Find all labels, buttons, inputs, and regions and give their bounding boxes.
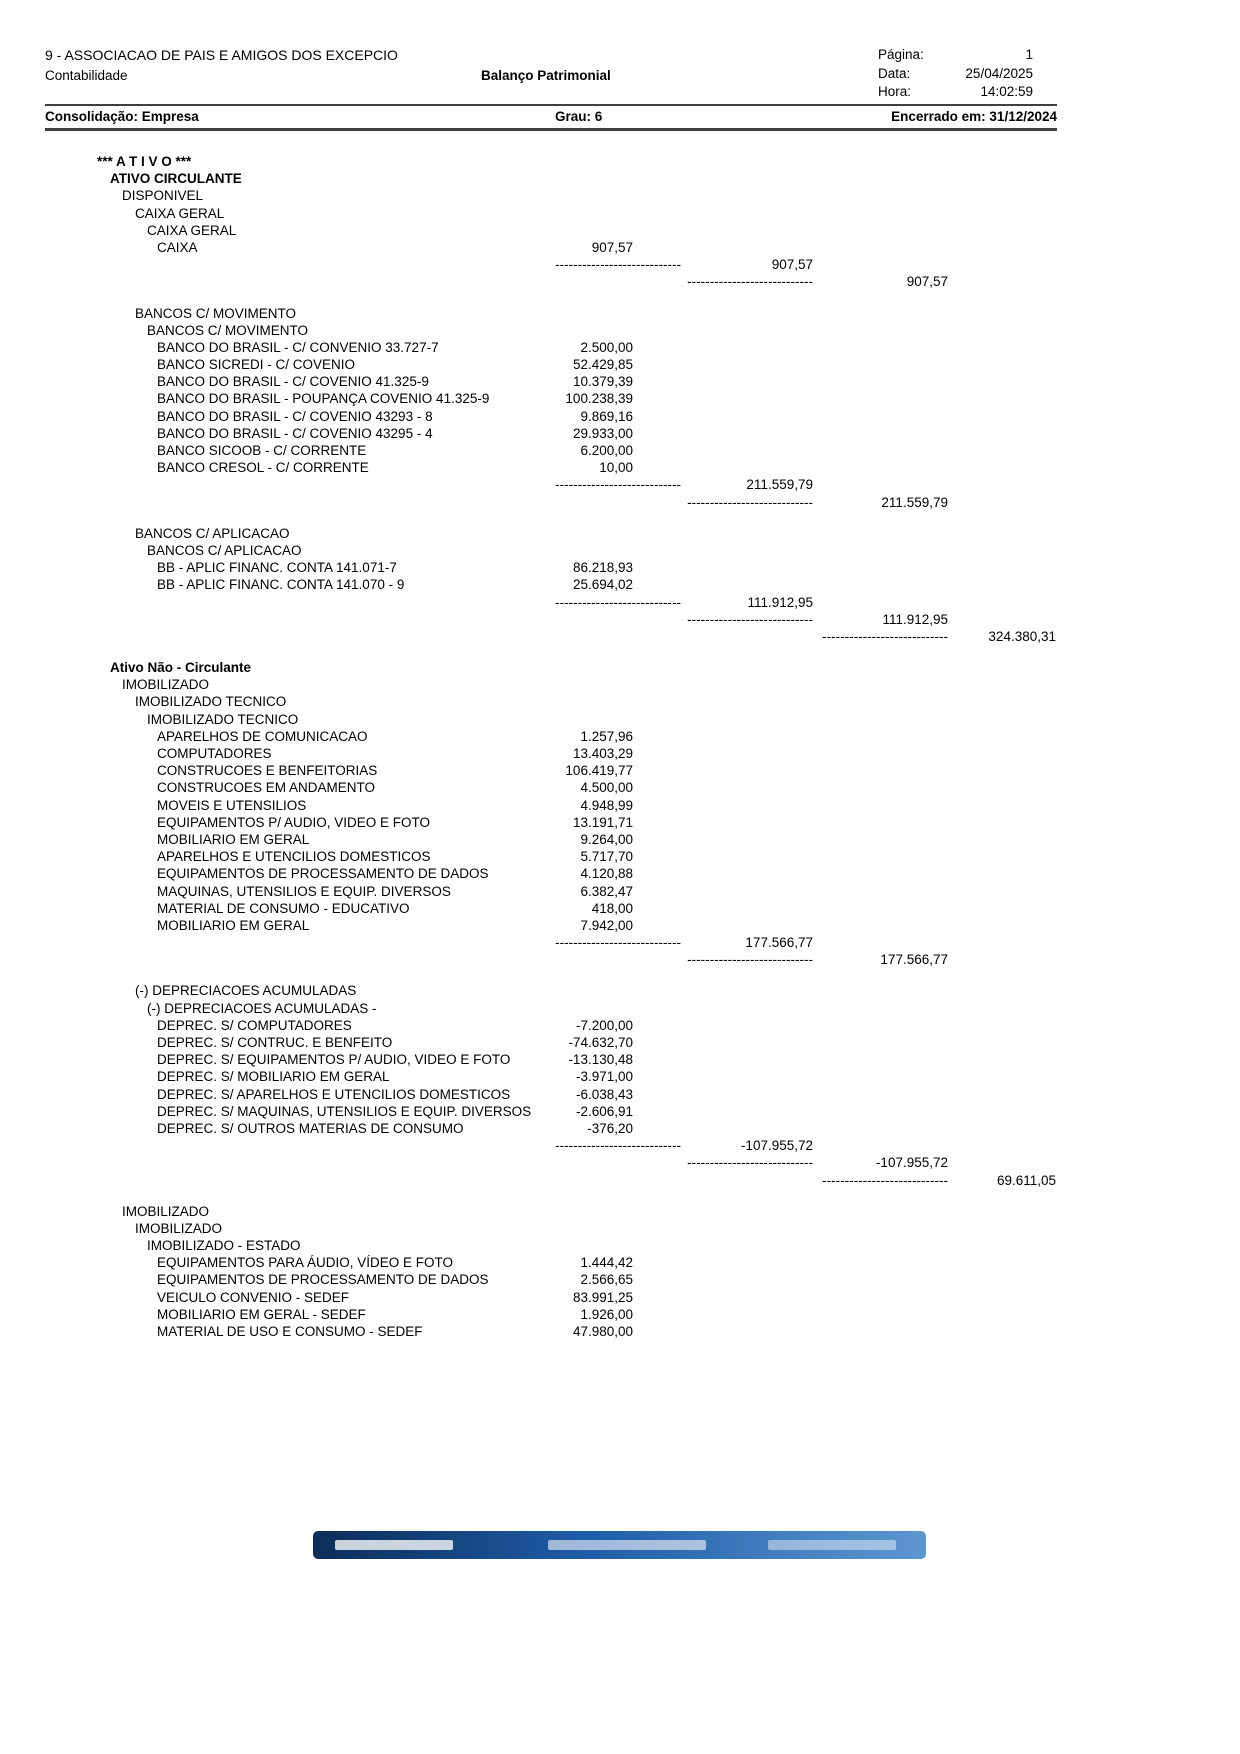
report-row <box>0 814 1240 831</box>
report-row <box>0 1137 1240 1154</box>
separator-dashes: ---------------------------- <box>687 611 813 627</box>
report-row <box>0 187 1240 204</box>
report-row <box>0 390 1240 407</box>
account-label: CAIXA GERAL <box>147 222 237 238</box>
report-body <box>0 153 1240 1340</box>
account-label: IMOBILIZADO <box>135 1220 223 1236</box>
amount-col1: 6.200,00 <box>580 443 633 458</box>
report-row <box>0 693 1240 710</box>
account-label: MOBILIARIO EM GERAL - SEDEF <box>157 1306 366 1322</box>
account-label: DEPREC. S/ MOBILIARIO EM GERAL <box>157 1069 390 1085</box>
consolidation-label: Consolidação: Empresa <box>45 109 199 124</box>
account-label: IMOBILIZADO TECNICO <box>147 711 299 727</box>
amount-col1: 418,00 <box>591 900 633 916</box>
report-row <box>0 1017 1240 1034</box>
account-label: BANCO DO BRASIL - POUPANÇA COVENIO 41.325-9 <box>157 391 490 407</box>
amount-col1: -6.038,43 <box>575 1086 633 1102</box>
amount-col3: 177.566,77 <box>880 952 948 968</box>
report-row <box>0 559 1240 576</box>
account-label: DEPREC. S/ OUTROS MATERIAS DE CONSUMO <box>157 1120 464 1136</box>
report-row <box>0 676 1240 693</box>
time-value: 14:02:59 <box>980 84 1033 99</box>
page-label: Página: <box>878 47 924 62</box>
amount-col1: 2.566,65 <box>580 1272 633 1288</box>
amount-col2: 907,57 <box>771 257 813 273</box>
banner-text-segment <box>768 1540 896 1550</box>
report-row <box>0 611 1240 628</box>
report-row <box>0 1271 1240 1288</box>
account-label: BANCO SICOOB - C/ CORRENTE <box>157 443 367 458</box>
account-label: BANCO SICREDI - C/ COVENIO <box>157 357 356 373</box>
amount-col2: 111.912,95 <box>747 594 813 610</box>
separator-dashes: ---------------------------- <box>555 477 681 493</box>
report-row <box>0 322 1240 339</box>
separator-dashes: ---------------------------- <box>555 257 681 273</box>
amount-col1: 10,00 <box>599 460 633 476</box>
report-row <box>0 831 1240 848</box>
account-label: ATIVO CIRCULANTE <box>110 171 242 187</box>
separator-dashes: ---------------------------- <box>822 1172 948 1188</box>
report-row <box>0 728 1240 745</box>
account-label: BANCO DO BRASIL - C/ COVENIO 41.325-9 <box>157 374 429 390</box>
report-row <box>0 951 1240 968</box>
account-label: BANCOS C/ MOVIMENTO <box>147 322 309 338</box>
report-row <box>0 711 1240 728</box>
amount-col1: 9.869,16 <box>580 408 633 424</box>
time-label: Hora: <box>878 84 912 99</box>
report-row <box>0 1154 1240 1171</box>
account-label: VEICULO CONVENIO - SEDEF <box>157 1289 350 1305</box>
amount-col3: -107.955,72 <box>875 1155 948 1171</box>
account-label: DEPREC. S/ APARELHOS E UTENCILIOS DOMESTICOS <box>157 1086 511 1102</box>
company-name: 9 - ASSOCIACAO DE PAIS E AMIGOS DOS EXCEPCIO <box>45 47 398 63</box>
amount-col1: 907,57 <box>591 239 633 255</box>
account-label: EQUIPAMENTOS DE PROCESSAMENTO DE DADOS <box>157 1272 489 1288</box>
amount-col2: 211.559,79 <box>746 477 813 493</box>
report-row <box>0 494 1240 511</box>
banner-text-segment <box>335 1540 453 1550</box>
separator-dashes: ---------------------------- <box>687 952 813 968</box>
amount-col1: 1.444,42 <box>580 1255 633 1271</box>
section-gap <box>0 645 1240 659</box>
amount-col1: 5.717,70 <box>580 849 633 865</box>
account-label: Ativo Não - Circulante <box>110 660 252 676</box>
report-row <box>0 542 1240 559</box>
account-label: MAQUINAS, UTENSILIOS E EQUIP. DIVERSOS <box>157 883 451 899</box>
amount-col1: 106.419,77 <box>565 763 633 779</box>
amount-col1: 25.694,02 <box>572 577 633 593</box>
footer-banner <box>313 1531 926 1559</box>
report-row <box>0 239 1240 256</box>
report-title: Balanço Patrimonial <box>481 68 611 83</box>
report-row <box>0 1220 1240 1237</box>
page-number: 1 <box>1025 47 1033 62</box>
report-row <box>0 900 1240 917</box>
report-row <box>0 339 1240 356</box>
account-label: BANCO CRESOL - C/ CORRENTE <box>157 460 369 476</box>
account-label: EQUIPAMENTOS DE PROCESSAMENTO DE DADOS <box>157 866 489 882</box>
amount-col1: -74.632,70 <box>568 1035 633 1050</box>
section-gap <box>0 968 1240 982</box>
account-label: BB - APLIC FINANC. CONTA 141.071-7 <box>157 560 397 576</box>
report-row <box>0 1034 1240 1051</box>
amount-col1: 9.264,00 <box>580 831 633 847</box>
account-label: DEPREC. S/ CONTRUC. E BENFEITO <box>157 1035 393 1050</box>
report-row <box>0 1120 1240 1137</box>
report-row <box>0 576 1240 593</box>
amount-col1: 29.933,00 <box>572 425 633 441</box>
amount-col4: 69.611,05 <box>996 1172 1056 1188</box>
report-row <box>0 779 1240 796</box>
account-label: IMOBILIZADO - ESTADO <box>147 1238 301 1254</box>
amount-col1: 2.500,00 <box>580 339 633 355</box>
report-row <box>0 170 1240 187</box>
separator-dashes: ---------------------------- <box>555 1138 681 1154</box>
report-row <box>0 797 1240 814</box>
banner-text-segment <box>548 1540 706 1550</box>
account-label: MOBILIARIO EM GERAL <box>157 917 310 933</box>
report-row <box>0 1051 1240 1068</box>
report-row <box>0 1172 1240 1189</box>
account-label: DISPONIVEL <box>122 188 204 204</box>
amount-col1: 52.429,85 <box>572 357 633 373</box>
amount-col1: 6.382,47 <box>580 883 633 899</box>
report-row <box>0 1323 1240 1340</box>
amount-col1: 100.238,39 <box>565 391 633 407</box>
account-label: BB - APLIC FINANC. CONTA 141.070 - 9 <box>157 577 405 593</box>
account-label: DEPREC. S/ COMPUTADORES <box>157 1017 352 1033</box>
account-label: CONSTRUCOES E BENFEITORIAS <box>157 763 378 779</box>
amount-col1: -376,20 <box>587 1120 633 1136</box>
report-row <box>0 762 1240 779</box>
report-row <box>0 594 1240 611</box>
date-label: Data: <box>878 66 911 81</box>
account-label: CONSTRUCOES EM ANDAMENTO <box>157 780 376 796</box>
account-label: EQUIPAMENTOS PARA ÁUDIO, VÍDEO E FOTO <box>157 1255 454 1271</box>
amount-col1: 1.257,96 <box>580 728 633 744</box>
report-row <box>0 425 1240 442</box>
account-label: COMPUTADORES <box>157 746 272 761</box>
amount-col3: 907,57 <box>906 274 948 290</box>
account-label: BANCO DO BRASIL - C/ CONVENIO 33.727-7 <box>157 339 439 355</box>
date-value: 25/04/2025 <box>965 66 1033 81</box>
amount-col1: 7.942,00 <box>580 917 633 933</box>
separator-dashes: ---------------------------- <box>687 274 813 290</box>
account-label: BANCO DO BRASIL - C/ COVENIO 43293 - 8 <box>157 408 433 424</box>
account-label: CAIXA <box>157 239 198 255</box>
account-label: IMOBILIZADO TECNICO <box>135 694 287 710</box>
amount-col1: 4.948,99 <box>580 797 633 813</box>
report-row <box>0 222 1240 239</box>
amount-col3: 211.559,79 <box>881 494 948 510</box>
amount-col1: 83.991,25 <box>572 1289 633 1305</box>
report-row <box>0 883 1240 900</box>
account-label: CAIXA GERAL <box>135 205 225 221</box>
report-row <box>0 982 1240 999</box>
report-row <box>0 476 1240 493</box>
header-rule-bottom <box>45 128 1057 131</box>
report-row <box>0 659 1240 676</box>
account-label: EQUIPAMENTOS P/ AUDIO, VIDEO E FOTO <box>157 814 431 830</box>
grade-label: Grau: 6 <box>555 109 603 124</box>
amount-col1: 10.379,39 <box>572 374 633 390</box>
section-gap <box>0 1189 1240 1203</box>
report-row <box>0 628 1240 645</box>
amount-col3: 111.912,95 <box>882 611 948 627</box>
amount-col1: -13.130,48 <box>568 1052 633 1068</box>
amount-col1: -7.200,00 <box>575 1017 633 1033</box>
report-row <box>0 1103 1240 1120</box>
account-label: BANCOS C/ APLICACAO <box>135 525 290 541</box>
report-row <box>0 1289 1240 1306</box>
report-row <box>0 917 1240 934</box>
report-row <box>0 1254 1240 1271</box>
report-row <box>0 865 1240 882</box>
amount-col2: -107.955,72 <box>740 1138 813 1154</box>
header-rule-top <box>45 104 1057 106</box>
amount-col4: 324.380,31 <box>988 628 1056 644</box>
separator-dashes: ---------------------------- <box>687 494 813 510</box>
account-label: MOBILIARIO EM GERAL <box>157 831 310 847</box>
account-label: DEPREC. S/ EQUIPAMENTOS P/ AUDIO, VIDEO E FOTO <box>157 1052 511 1068</box>
report-row <box>0 848 1240 865</box>
account-label: BANCO DO BRASIL - C/ COVENIO 43295 - 4 <box>157 425 433 441</box>
account-label: MATERIAL DE CONSUMO - EDUCATIVO <box>157 900 410 916</box>
separator-dashes: ---------------------------- <box>822 628 948 644</box>
amount-col1: 4.120,88 <box>580 866 633 882</box>
account-label: (-) DEPRECIACOES ACUMULADAS - <box>147 1000 377 1016</box>
report-row <box>0 1086 1240 1103</box>
separator-dashes: ---------------------------- <box>555 594 681 610</box>
amount-col1: 86.218,93 <box>572 560 633 576</box>
amount-col1: 13.191,71 <box>572 814 633 830</box>
separator-dashes: ---------------------------- <box>555 935 681 951</box>
account-label: DEPREC. S/ MAQUINAS, UTENSILIOS E EQUIP. DIVERSOS <box>157 1103 532 1119</box>
report-row <box>0 442 1240 459</box>
report-row <box>0 934 1240 951</box>
account-label: (-) DEPRECIACOES ACUMULADAS <box>135 983 357 999</box>
account-label: APARELHOS DE COMUNICACAO <box>157 728 368 744</box>
account-label: *** A T I V O *** <box>97 154 192 169</box>
report-row <box>0 1306 1240 1323</box>
amount-col2: 177.566,77 <box>745 935 813 951</box>
separator-dashes: ---------------------------- <box>687 1155 813 1171</box>
report-row <box>0 1237 1240 1254</box>
report-row <box>0 205 1240 222</box>
module-name: Contabilidade <box>45 68 128 83</box>
amount-col1: 13.403,29 <box>572 746 633 761</box>
report-row <box>0 356 1240 373</box>
report-row <box>0 408 1240 425</box>
account-label: BANCOS C/ APLICACAO <box>147 542 302 558</box>
account-label: BANCOS C/ MOVIMENTO <box>135 305 297 321</box>
report-row <box>0 1203 1240 1220</box>
account-label: IMOBILIZADO <box>122 677 210 693</box>
account-label: MOVEIS E UTENSILIOS <box>157 797 307 813</box>
report-row <box>0 525 1240 542</box>
amount-col1: -3.971,00 <box>575 1069 633 1085</box>
report-row <box>0 459 1240 476</box>
account-label: APARELHOS E UTENCILIOS DOMESTICOS <box>157 849 431 865</box>
report-row <box>0 373 1240 390</box>
report-row <box>0 273 1240 290</box>
account-label: MATERIAL DE USO E CONSUMO - SEDEF <box>157 1324 423 1339</box>
section-gap <box>0 511 1240 525</box>
report-row <box>0 305 1240 322</box>
amount-col1: 47.980,00 <box>572 1324 633 1339</box>
amount-col1: 4.500,00 <box>580 780 633 796</box>
report-row <box>0 1068 1240 1085</box>
account-label: IMOBILIZADO <box>122 1203 210 1219</box>
report-row <box>0 1000 1240 1017</box>
amount-col1: 1.926,00 <box>580 1306 633 1322</box>
report-row <box>0 153 1240 170</box>
closed-at-label: Encerrado em: 31/12/2024 <box>891 109 1057 124</box>
report-row <box>0 745 1240 762</box>
section-gap <box>0 291 1240 305</box>
report-row <box>0 256 1240 273</box>
amount-col1: -2.606,91 <box>575 1103 633 1119</box>
